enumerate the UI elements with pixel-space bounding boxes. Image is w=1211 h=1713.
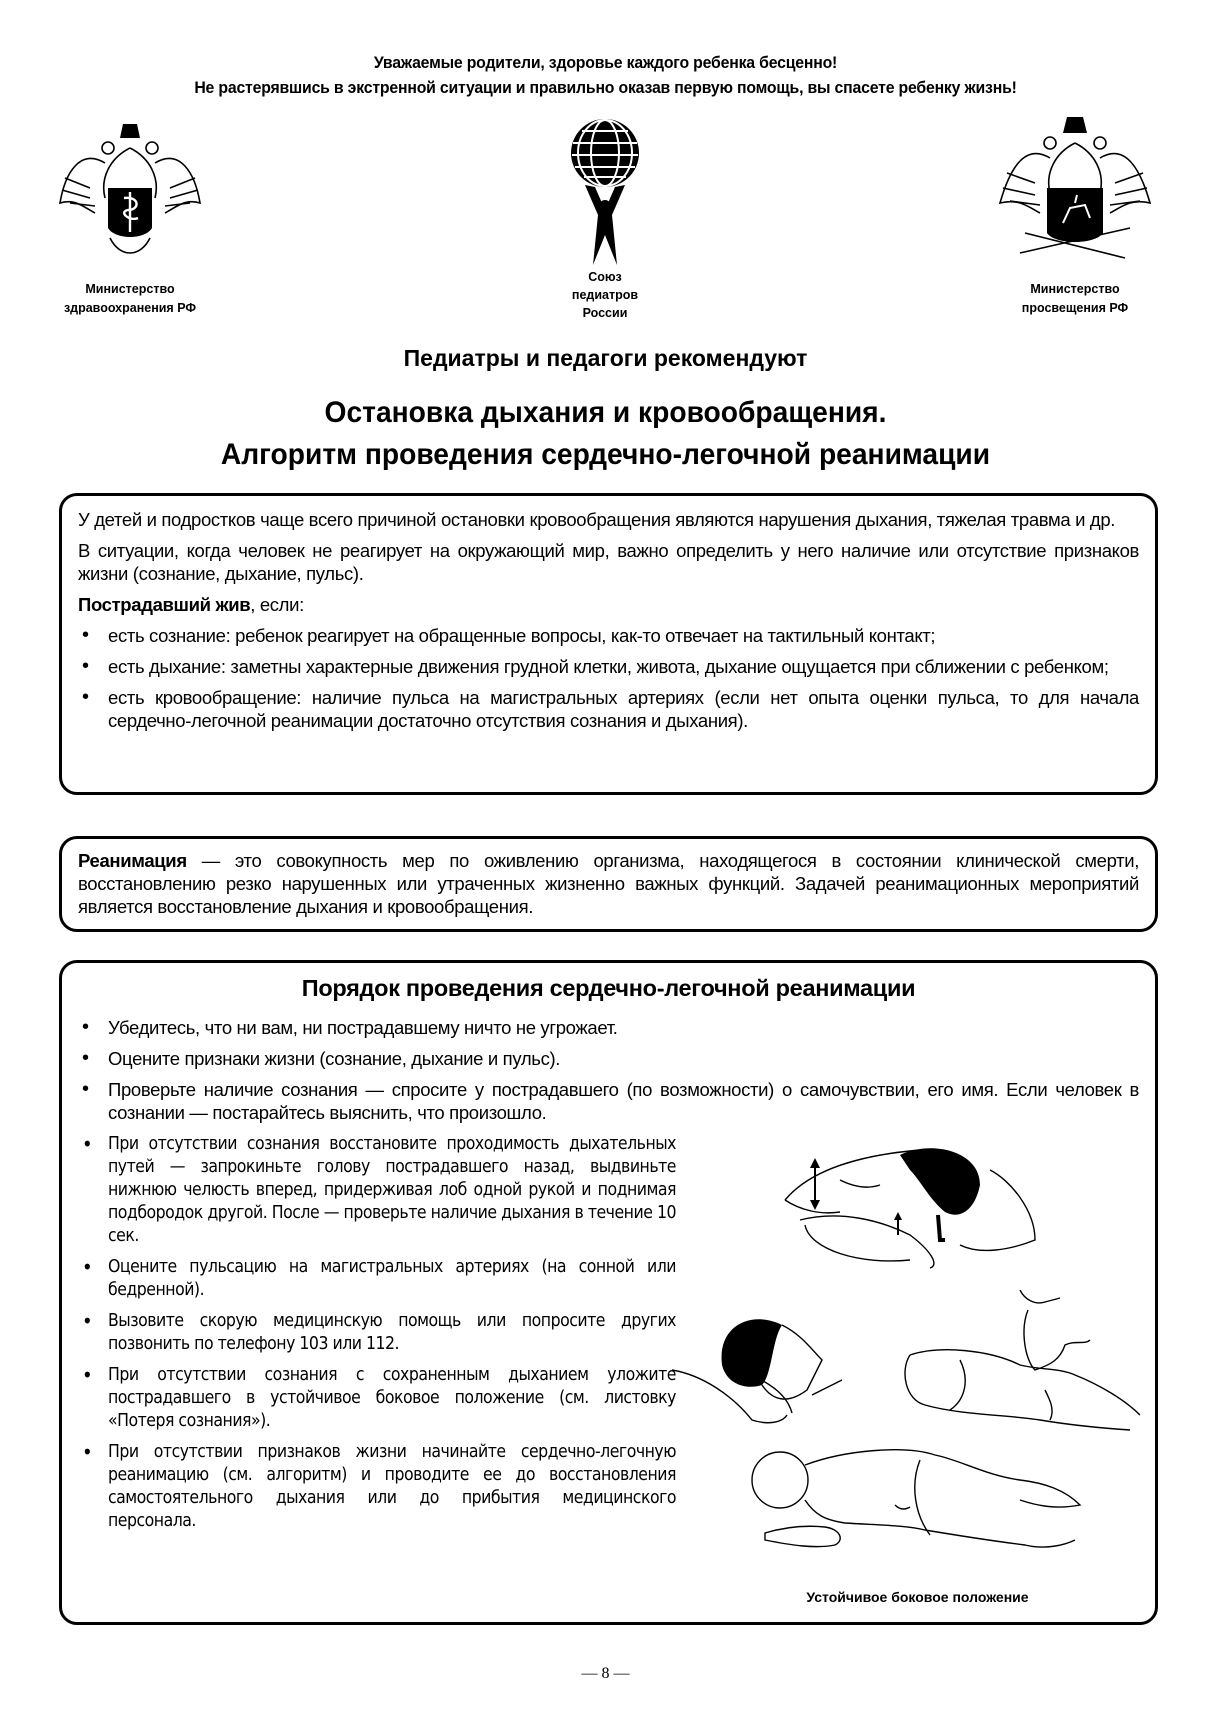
- list-item: • При отсутствии сознания с сохраненным дыханием уложите пострадавшего в устойчивое боковое положение (см. листовку «Потеря сознания»).: [78, 1364, 676, 1433]
- list-item: • Вызовите скорую медицинскую помощь или попросите других позвонить по телефону 103 или 112.: [78, 1310, 676, 1356]
- logo-caption-health: [40, 280, 220, 318]
- list-item: • есть сознание: ребенок реагирует на обращенные вопросы, как-то отвечает на тактильный контакт;: [78, 624, 1139, 647]
- page-number: — 8 —: [581, 1665, 630, 1682]
- alive-criteria-bold: Пострадавший жив: [78, 594, 251, 615]
- definition-term: Реанимация: [78, 850, 187, 871]
- procedure-title: Порядок проведения сердечно-легочной реанимации: [301, 975, 916, 1001]
- ministry-education-emblem-icon: [995, 113, 1155, 273]
- ministry-health-emblem-icon: [50, 118, 210, 268]
- caption-line: Союз: [588, 270, 622, 284]
- list-item: • есть кровообращение: наличие пульса на магистральных артериях (если нет опыта оценки пульса, то для начала сердечно-легочной реанимации достаточно отсутствия сознания и дыхания).: [78, 686, 1139, 732]
- alive-criteria-lead: [78, 593, 1139, 616]
- intro-paragraph-2: В ситуации, когда человек не реагирует на окружающий мир, важно определить у него наличие или отсутствие признаков жизни (сознание, дыхание, пульс).: [78, 540, 1139, 584]
- list-item: • Проверьте наличие сознания — спросите у пострадавшего (по возможности) о самочувствии, его имя. Если человек в сознании — постарайтесь выяснить, что произошло.: [78, 1078, 1139, 1124]
- definition-box: [59, 836, 1158, 932]
- caption-line: просвещения РФ: [1021, 301, 1129, 315]
- airway-head-tilt-illustration: [780, 1140, 1045, 1270]
- logo-caption-pediatricians: [535, 268, 675, 322]
- list-item: • При отсутствии сознания восстановите проходимость дыхательных путей — запрокиньте голову пострадавшего назад, выдвиньте нижнюю челюсть вперед, придерживая лоб одной рукой и поднимая подбородок другой. После — проверьте наличие дыхания в течение 10 сек.: [78, 1133, 676, 1248]
- intro-paragraph-1: У детей и подростков чаще всего причиной остановки кровообращения являются нарушения дыхания, тяжелая травма и др.: [78, 509, 1116, 530]
- caption-line: России: [582, 306, 628, 320]
- logo-caption-education: [990, 280, 1160, 318]
- caption-line: педиатров: [571, 288, 639, 302]
- list-item: • Оцените пульсацию на магистральных артериях (на сонной или бедренной).: [78, 1256, 676, 1302]
- femoral-pulse-check-illustration: [900, 1290, 1145, 1435]
- union-pediatricians-globe-icon: [560, 115, 650, 275]
- title-line-2: Алгоритм проведения сердечно-легочной реанимации: [220, 438, 991, 471]
- page-subtitle: Педиатры и педагоги рекомендуют: [403, 345, 808, 371]
- list-item: • При отсутствии признаков жизни начинайте сердечно-легочную реанимацию (см. алгоритм) и проводите ее до восстановления самостоятельного дыхания или до прибытия медицинского персонала.: [78, 1441, 676, 1533]
- intro-box: [59, 493, 1158, 795]
- title-line-1: Остановка дыхания и кровообращения.: [324, 396, 887, 429]
- definition-text: [78, 849, 1139, 918]
- list-item: • Оцените признаки жизни (сознание, дыхание и пульс).: [78, 1047, 1139, 1070]
- list-item: • Убедитесь, что ни вам, ни пострадавшему ничто не угрожает.: [78, 1016, 1139, 1039]
- header-line-2: Не растерявшись в экстренной ситуации и правильно оказав первую помощь, вы спасете ребенку жизнь!: [194, 78, 1017, 97]
- definition-body: — это совокупность мер по оживлению организма, находящегося в состоянии клинической смерти, восстановлению резко нарушенных или утраченных жизненно важных функций. Задачей реанимационных мероприятий является восстановление дыхания и кровообращения.: [78, 850, 1139, 917]
- page-title: [36, 392, 1174, 476]
- carotid-pulse-check-illustration: [672, 1295, 842, 1435]
- caption-line: Министерство: [1030, 282, 1120, 296]
- recovery-position-caption: Устойчивое боковое положение: [806, 1589, 1029, 1605]
- recovery-position-illustration: [745, 1445, 1090, 1555]
- caption-line: здравоохранения РФ: [63, 301, 197, 315]
- header-line-1: Уважаемые родители, здоровье каждого ребенка бесценно!: [373, 53, 838, 72]
- list-item: • есть дыхание: заметны характерные движения грудной клетки, живота, дыхание ощущается при сближении с ребенком;: [78, 655, 1139, 678]
- caption-line: Министерство: [85, 282, 175, 296]
- alive-criteria-rest: , если:: [250, 594, 304, 615]
